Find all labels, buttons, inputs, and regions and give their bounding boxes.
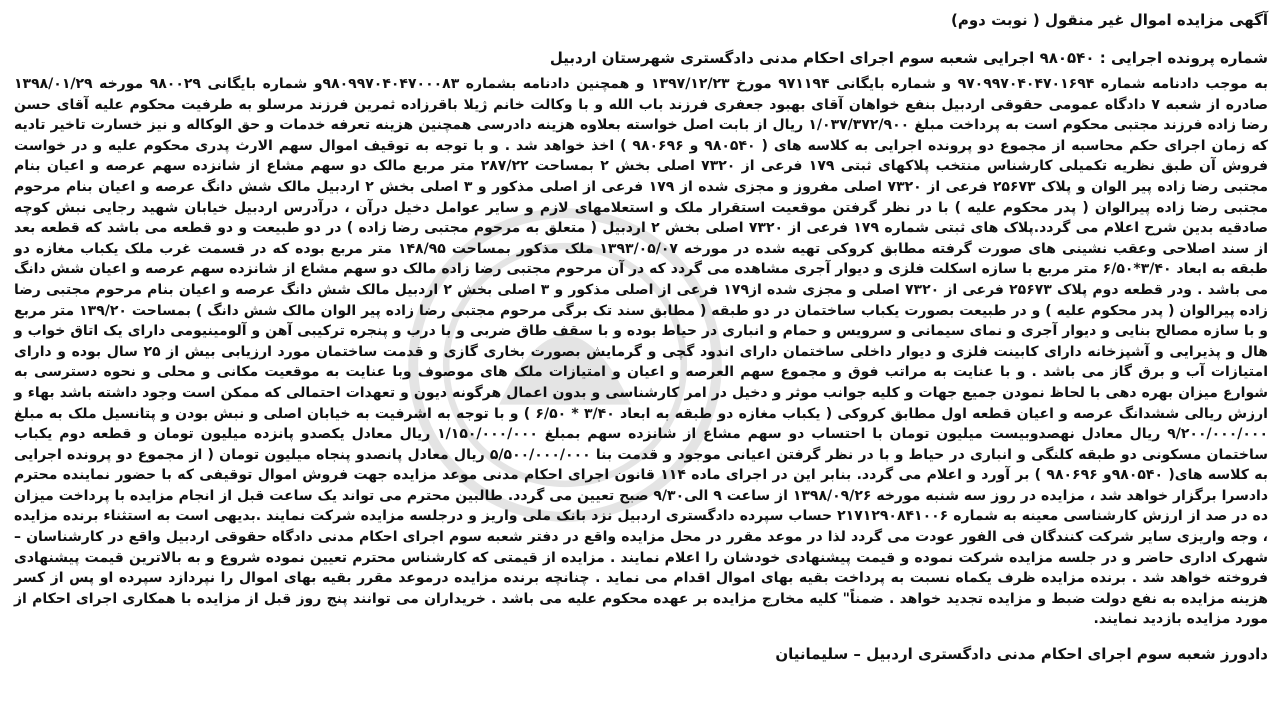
case-number-line: شماره پرونده اجرایی : ۹۸۰۵۴۰ اجرایی شعبه سوم اجرای احکام مدنی دادگستری شهرستان اردبیل: [549, 49, 1268, 67]
notice-title: آگهی مزایده اموال غیر منقول ( نوبت دوم): [951, 11, 1268, 29]
notice-body: به موجب دادنامه شماره ۹۷۰۹۹۷۰۴۰۴۷۰۱۶۹۴ و شماره بایگانی ۹۷۱۱۹۴ مورخ ۱۳۹۷/۱۲/۲۳ و همچنین دادنامه بشماره ۹۸۰۹۹۷۰۴۰۴۷۰۰۰۸۳و شماره بایگانی ۹۸۰۰۲۹ مورخه ۱۳۹۸/۰۱/۲۹ صادره از شعبه ۷ دادگاه عمومی حقوقی اردبیل بنفع خواهان آقای بهبود جعفری فرزند باب الله و با وکالت خانم ژیلا باقرزاده ثمرین فرزند مرسلو به طرفیت محکوم علیه آقای حسن رضا زاده فرزند مجتبی محکوم است به پرداخت مبلغ ۱/۰۳۷/۳۷۲/۹۰۰ ریال از بابت اصل خواسته بعلاوه هزینه دادرسی همچنین هزینه تعرفه خدمات و حق الوکاله و نیز خسارت تاخیر تادیه که زمان اجرای حکم محاسبه از مجموع دو پرونده اجرایی به کلاسه های ( ۹۸۰۵۴۰ و ۹۸۰۶۹۶ ) اخذ خواهد شد . و با توجه به توقیف اموال سهم الارث پدری محکوم علیه و در خواست فروش آن طبق نظریه تکمیلی کارشناس منتخب پلاکهای ثبتی ۱۷۹ فرعی از ۷۳۲۰ اصلی بخش ۲ بمساحت ۲۸۷/۲۲ متر مربع مالک دو سهم مشاع از شانزده سهم عرصه و اعیان بنام مجتبی رضا زاده پیر الوان و پلاک ۲۵۶۷۳ فرعی از ۷۳۲۰ اصلی مفروز و مجزی شده از ۱۷۹ فرعی از اصلی مذکور و ۳ اصلی بخش ۲ اردبیل مالک شش دانگ عرصه و اعیان بنام مرحوم مجتبی رضا زاده پیرالوان ( پدر محکوم علیه ) با در نظر گرفتن موقعیت استقرار ملک و استعلامهای لازم و سایر عوامل دخیل درآن ، درآدرس اردبیل خیابان شهید رجایی نبش کوچه صادقیه بدین شرح اعلام می گردد.پلاک های ثبتی شماره ۱۷۹ فرعی از ۷۳۲۰ اصلی بخش ۲ اردبیل ( متعلق به مرحوم مجتبی رضا زاده ) در دو طبیعت و دو قطعه می باشد که قطعه بعد از سند اصلاحی وعقب نشینی های صورت گرفته مطابق کروکی تهیه شده در مورخه ۱۳۹۳/۰۵/۰۷ ملک مذکور بمساحت ۱۴۸/۹۵ متر مربع بوده که در قسمت غرب ملک یکباب مغازه دو طبقه به ابعاد ۳/۴۰*۶/۵۰ متر مربع با سازه اسکلت فلزی و دیوار آجری مشاهده می گردد که در آن مرحوم مجتبی رضا زاده مالک دو سهم مشاع از شانزده سهم عرصه و اعیان شش دانگ می باشد . ودر قطعه دوم پلاک ۲۵۶۷۳ فرعی از ۷۳۲۰ اصلی و مجزی شده از۱۷۹ فرعی از اصلی مذکور و ۳ اصلی بخش ۲ اردبیل مالک شش دانگ عرصه و اعیان بنام مرحوم مجتبی رضا زاده پیرالوان ( پدر محکوم علیه ) و در طبیعت بصورت یکباب ساختمان در دو طبقه ( مطابق سند تک برگی مرحوم مجتبی رضا زاده پیر الوان مالک شش دانگ ) بمساحت ۱۳۹/۲۰ متر مربع و با سازه مصالح بنایی و دیوار آجری و نمای سیمانی و سرویس و حمام و انباری در حیاط بوده و با سقف طاق ضربی و با درب و پنجره ترکیبی آهن و آلومینیومی دارای یک اتاق خواب و هال و پذیرایی و آشپزخانه دارای کابینت فلزی و دیوار داخلی ساختمان دارای اندود گچی و گرمایش بصورت بخاری گازی و قدمت ساختمان مورد ارزیابی بیش از ۲۵ سال بوده و دارای امتیازات آب و برق گاز می باشد . و با عنایت به مراتب فوق و مجموع سهم العرصه و اعیان و امتیازات ملک های موصوف وبا عنایت به موقعیت مکانی و محلی و نحوه دسترسی به شوارع میزان بهره دهی با لحاظ نمودن جمیع جهات و کلیه جوانب موثر و دخیل در امر کارشناسی و بدون اعمال هرگونه دیون و تعهدات احتمالی که ممکن است وجود داشته باشد بهاء و ارزش ریالی ششدانگ عرصه و اعیان قطعه اول مطابق کروکی ( یکباب مغازه دو طبقه به ابعاد ۳/۴۰ * ۶/۵۰ ) و با توجه به اشرفیت به خیابان اصلی و نبش بودن و پتانسیل ملک به مبلغ ۹/۲۰۰/۰۰۰/۰۰۰ ریال معادل نهصدوبیست میلیون تومان با احتساب دو سهم مشاع از شانزده سهم بمبلغ ۱/۱۵۰/۰۰۰/۰۰۰ ریال معادل یکصدو پانزده میلیون تومان و قطعه دوم یکباب ساختمان مسکونی دو طبقه کلنگی و انباری در حیاط و با در نظر گرفتن اعیانی موجود و قدمت بنا ۵/۵۰۰/۰۰۰/۰۰۰ ریال معادل پانصدو پنجاه میلیون تومان ( از مجموع دو پرونده اجرایی به کلاسه های( ۹۸۰۵۴۰و ۹۸۰۶۹۶ ) بر آورد و اعلام می گردد. بنابر این در اجرای ماده ۱۱۴ قانون اجرای احکام مدنی موعد مزایده جهت فروش اموال توقیفی که با حضور نماینده محترم دادسرا برگزار خواهد شد ، مزایده در روز سه شنبه مورخه ۱۳۹۸/۰۹/۲۶ از ساعت ۹ الی۹/۳۰ صبح تعیین می گردد. طالبین محترم می تواند یک ساعت قبل از انجام مزایده با پرداخت میزان ده در صد از ارزش کارشناسی معینه به شماره ۲۱۷۱۲۹۰۸۴۱۰۰۶ حساب سپرده دادگستری اردبیل نزد بانک ملی واریز و درجلسه مزایده شرکت نمایند .بدیهی است به استثناء برنده مزایده ، وجه واریزی سایر شرکت کنندگان فی الفور عودت می گردد لذا در موعد مقرر در محل مزایده واقع در دفتر شعبه سوم اجرای احکام مدنی دادگاه حقوقی اردبیل واقع در کارشناسان – شهرک اداری حاضر و در جلسه مزایده شرکت نموده و قیمت پیشنهادی خودشان را اعلام نمایند . مزایده از قیمتی که کارشناس محترم تعیین نموده شروع و به بالاترین قیمت پیشنهادی فروخته خواهد شد . برنده مزایده ظرف یکماه نسبت به پرداخت بقیه بهای اموال اقدام می نماید . چنانچه برنده مزایده درموعد مقرر بقیه بهای اموال را نپردازد سپرده او پس از کسر هزینه مزایده به نفع دولت ضبط و مزایده تجدید خواهد . ضمناً" کلیه مخارج مزایده بر عهده محکوم علیه می باشد . خریداران می توانند پنج روز قبل از مزایده با همکاری اجرای احکام از مورد مزایده بازدید نمایند.: [14, 76, 1269, 628]
signature-line: دادورز شعبه سوم اجرای احکام مدنی دادگستری اردبیل – سلیمانیان: [775, 645, 1268, 664]
